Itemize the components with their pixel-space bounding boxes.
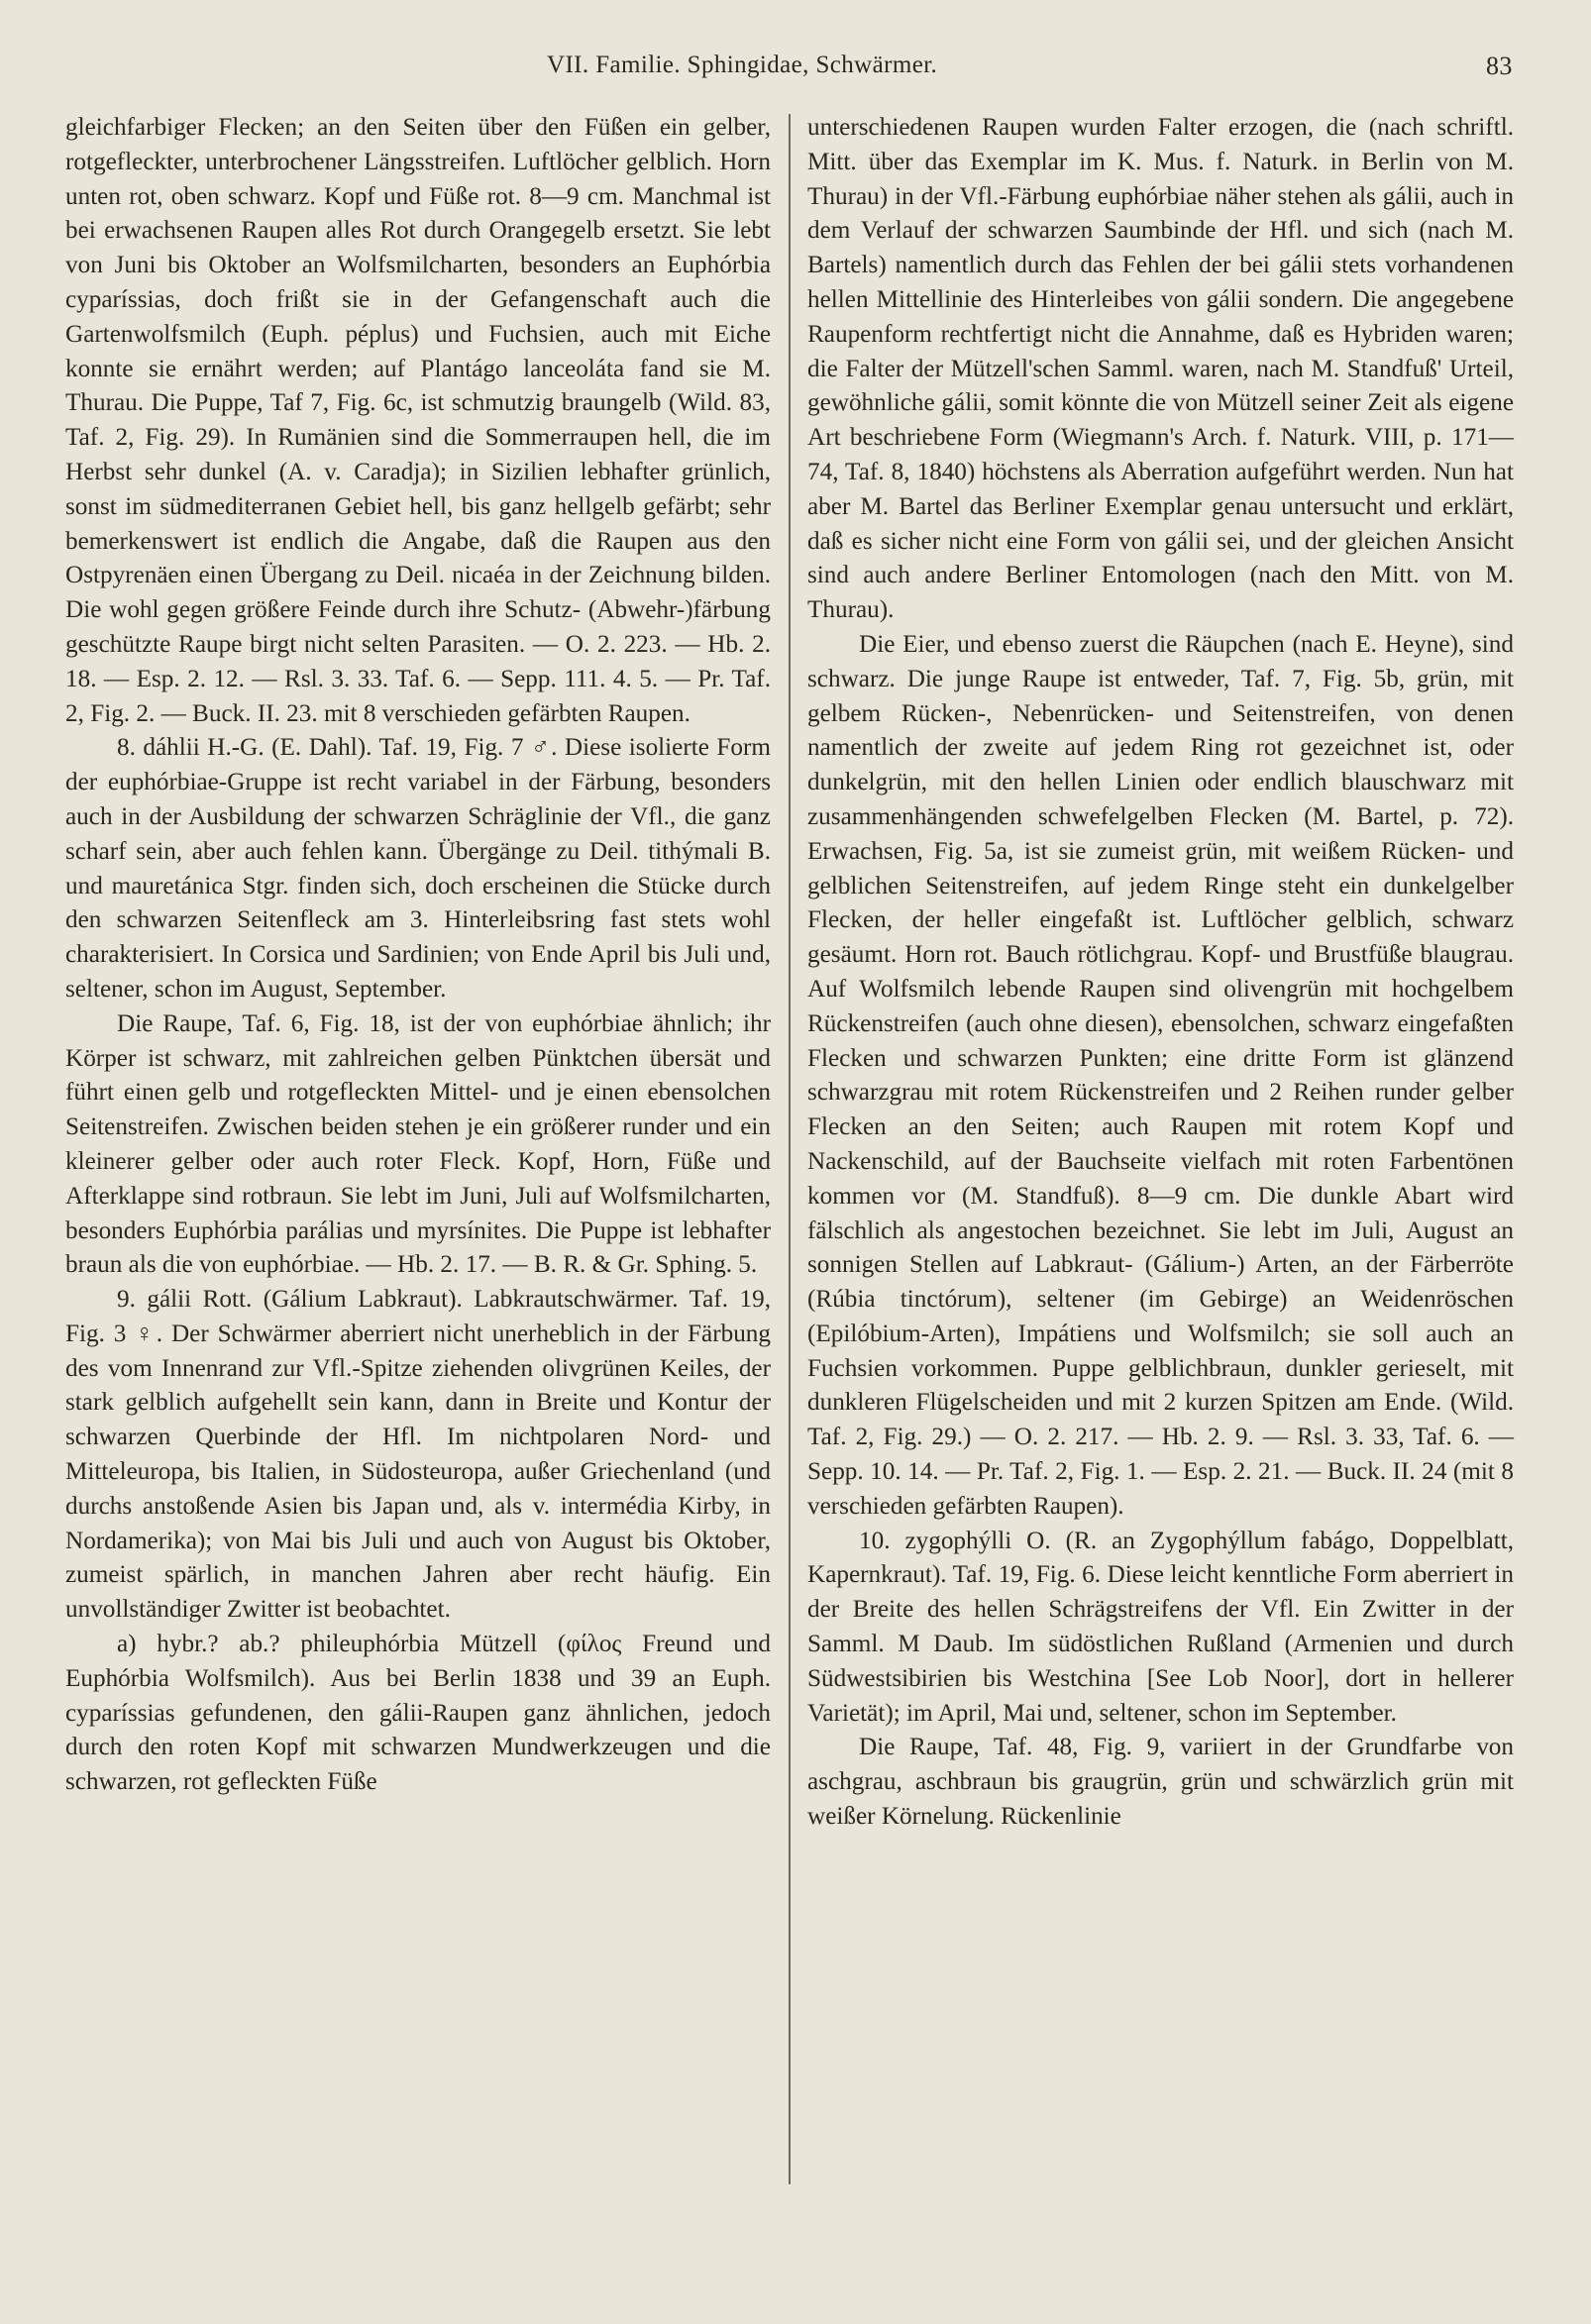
right-column [807,111,1514,1835]
paragraph: 10. zygophýlli O. (R. an Zygophýllum fabágo, Doppelblatt, Kapernkraut). Taf. 19, Fig. 6. Diese leicht kenntliche Form aberriert in der Breite des hellen Schrägstreifens der Vfl. Ein Zwitter in der Samml. M Daub. Im südöstlichen Rußland (Armenien und durch Südwestsibirien bis Westchina [See Lob Noor], dort in hellerer Varietät); im April, Mai und, seltener, schon im September. [807,1527,1514,1727]
paragraph: Die Eier, und ebenso zuerst die Räupchen (nach E. Heyne), sind schwarz. Die junge Raupe ist entweder, Taf. 7, Fig. 5b, grün, mit gelbem Rücken-, Nebenrücken- und Seitenstreifen, von denen namentlich der zweite auf jedem Ring rot gezeichnet ist, oder dunkelgrün, mit den hellen Linien oder endlich blauschwarz mit zusammenhängenden schwefelgelben Flecken (M. Bartel, p. 72). Erwachsen, Fig. 5a, ist sie zumeist grün, mit weißem Rücken- und gelblichen Seitenstreifen, auf jedem Ringe steht ein dunkelgelber Flecken, der heller eingefaßt ist. Luftlöcher gelblich, schwarz gesäumt. Horn rot. Bauch rötlichgrau. Kopf- und Brustfüße blaugrau. Auf Wolfsmilch lebende Raupen sind olivengrün mit hochgelbem Rückenstreifen (auch ohne diesen), ebensolchen, schwarz eingefaßten Flecken und schwarzen Punkten; eine dritte Form ist glänzend schwarzgrau mit rotem Rückenstreifen und 2 Reihen runder gelber Flecken an den Seiten; auch Raupen mit rotem Kopf und Nackenschild, auf der Bauchseite vielfach mit roten Farbentönen kommen vor (M. Standfuß). 8—9 cm. Die dunkle Abart wird fälschlich als angestochen bezeichnet. Sie lebt im Juli, August an sonnigen Stellen auf Labkraut- (Gálium-) Arten, an der Färberröte (Rúbia tinctórum), seltener (im Gebirge) an Weidenröschen (Epilóbium-Arten), Impátiens und Wolfsmilch; sie soll auch an Fuchsien vorkommen. Puppe gelblichbraun, dunkler gerieselt, mit dunkleren Flügelscheiden und mit 2 kurzen Spitzen am Ende. (Wild. Taf. 2, Fig. 29.) — O. 2. 217. — Hb. 2. 9. — Rsl. 3. 33, Taf. 6. — Sepp. 10. 14. — Pr. Taf. 2, Fig. 1. — Esp. 2. 21. — Buck. II. 24 (mit 8 verschieden gefärbten Raupen). [807,630,1514,1520]
paragraph: Die Raupe, Taf. 48, Fig. 9, variiert in der Grundfarbe von aschgrau, aschbraun bis graugrün, grün und schwärzlich grün mit weißer Körnelung. Rückenlinie [807,1734,1514,1831]
column-divider [789,114,791,2184]
paragraph: unterschiedenen Raupen wurden Falter erzogen, die (nach schriftl. Mitt. über das Exemplar im K. Mus. f. Naturk. in Berlin von M. Thurau) in der Vfl.-Färbung euphórbiae näher stehen als gálii, auch in dem Verlauf der schwarzen Saumbinde der Hfl. und sich (nach M. Bartels) namentlich durch das Fehlen der bei gálii stets vorhandenen hellen Mittellinie des Hinterleibes von gálii sondern. Die angegebene Raupenform rechtfertigt nicht die Annahme, daß es Hybriden waren; die Falter der Mützell'schen Samml. waren, nach M. Standfuß' Urteil, gewöhnliche gálii, somit könnte die von Mützell seiner Zeit als eigene Art beschriebene Form (Wiegmann's Arch. f. Naturk. VIII, p. 171—74, Taf. 8, 1840) höchstens als Aberration aufgeführt werden. Nun hat aber M. Bartel das Berliner Exemplar genau untersucht und erklärt, daß es sicher nicht eine Form von gálii sei, und der gleichen Ansicht sind auch andere Berliner Entomologen (nach den Mitt. von M. Thurau). [807,114,1514,624]
paragraph: 8. dáhlii H.-G. (E. Dahl). Taf. 19, Fig. 7 ♂. Diese isolierte Form der euphórbiae-Gruppe ist recht variabel in der Färbung, besonders auch in der Ausbildung der schwarzen Schräglinie der Vfl., die ganz scharf sein, aber auch fehlen kann. Übergänge zu Deil. tithýmali B. und mauretánica Stgr. finden sich, doch erscheinen die Stücke durch den schwarzen Seitenfleck am 3. Hinterleibsring fast stets wohl charakterisiert. In Corsica und Sardinien; von Ende April bis Juli und, seltener, schon im August, September. [65,734,771,1003]
paragraph: 9. gálii Rott. (Gálium Labkraut). Labkrautschwärmer. Taf. 19, Fig. 3 ♀. Der Schwärmer aberriert nicht unerheblich in der Färbung des vom Innenrand zur Vfl.-Spitze ziehenden olivgrünen Keiles, der stark gelblich aufgehellt sein kann, dann in Breite und Kontur der schwarzen Querbinde der Hfl. Im nichtpolaren Nord- und Mitteleuropa, bis Italien, in Südosteuropa, außer Griechenland (und durchs anstoßende Asien bis Japan und, als v. intermédia Kirby, in Nordamerika); von Mai bis Juli und auch von August bis Oktober, zumeist spärlich, in manchen Jahren aber recht häufig. Ein unvollständiger Zwitter ist beobachtet. [65,1286,771,1624]
page-number: 83 [1486,52,1513,80]
paragraph: Die Raupe, Taf. 6, Fig. 18, ist der von euphórbiae ähnlich; ihr Körper ist schwarz, mit zahlreichen gelben Pünktchen übersät und führt einen gelb und rotgefleckten Mittel- und je einen ebensolchen Seitenstreifen. Zwischen beiden stehen je ein größerer runder und ein kleinerer gelber oder auch roter Fleck. Kopf, Horn, Füße und Afterklappe sind rotbraun. Sie lebt im Juni, Juli auf Wolfsmilcharten, besonders Euphórbia parálias und myrsínites. Die Puppe ist lebhafter braun als die von euphórbiae. — Hb. 2. 17. — B. R. & Gr. Sphing. 5. [65,1009,771,1279]
paragraph: a) hybr.? ab.? phileuphórbia Mützell (φίλος Freund und Euphórbia Wolfsmilch). Aus bei Berlin 1838 und 39 an Euph. cyparíssias gefundenen, den gálii-Raupen ganz ähnlichen, jedoch durch den roten Kopf mit schwarzen Mundwerkzeugen und die schwarzen, rot gefleckten Füße [65,1631,771,1796]
paragraph: gleichfarbiger Flecken; an den Seiten über den Füßen ein gelber, rotgefleckter, unterbrochener Längsstreifen. Luftlöcher gelblich. Horn unten rot, oben schwarz. Kopf und Füße rot. 8—9 cm. Manchmal ist bei erwachsenen Raupen alles Rot durch Orangegelb ersetzt. Sie lebt von Juni bis Oktober an Wolfsmilcharten, besonders an Euphórbia cyparíssias, doch frißt sie in der Gefangenschaft auch die Gartenwolfsmilch (Euph. péplus) und Fuchsien, auch mit Eiche konnte sie ernährt werden; auf Plantágo lanceoláta fand sie M. Thurau. Die Puppe, Taf 7, Fig. 6c, ist schmutzig braungelb (Wild. 83, Taf. 2, Fig. 29). In Rumänien sind die Sommerraupen hell, die im Herbst sehr dunkel (A. v. Caradja); in Sizilien lebhafter grünlich, sonst im südmediterranen Gebiet hell, bis ganz hellgelb gefärbt; sehr bemerkenswert ist endlich die Angabe, daß die Raupen aus den Ostpyrenäen einen Übergang zu Deil. nicaéa in der Zeichnung bilden. Die wohl gegen größere Feinde durch ihre Schutz- (Abwehr-)färbung geschützte Raupe birgt nicht selten Parasiten. — O. 2. 223. — Hb. 2. 18. — Esp. 2. 12. — Rsl. 3. 33. Taf. 6. — Sepp. 111. 4. 5. — Pr. Taf. 2, Fig. 2. — Buck. II. 23. mit 8 verschieden gefärbten Raupen. [65,114,771,727]
running-header [0,52,1591,91]
left-column [65,111,771,1800]
chapter-title: VII. Familie. Sphingidae, Schwärmer. [547,52,938,78]
